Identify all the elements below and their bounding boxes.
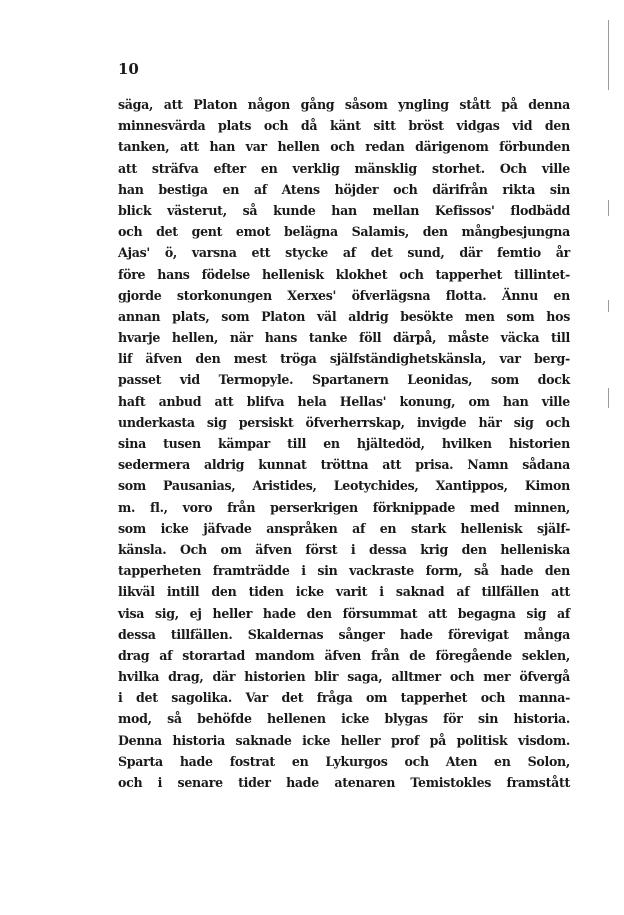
text-line: m. fl., voro från perserkrigen förknippade med minnen, (118, 499, 570, 515)
text-line: och i senare tider hade atenaren Temistokles framstått (118, 775, 570, 790)
text-line: passet vid Termopyle. Spartanern Leonidas, som dock (118, 372, 570, 388)
page-edge-mark (608, 20, 609, 90)
text-line: lif äfven den mest tröga själfständighetskänsla, var berg- (118, 351, 570, 367)
text-line: blick västerut, så kunde han mellan Kefissos' flodbädd (118, 202, 570, 218)
text-line: i det sagolika. Var det fråga om tapperhet och manna- (118, 690, 570, 706)
text-line: Ajas' ö, varsna ett stycke af det sund, där femtio år (118, 245, 570, 261)
text-line: dessa tillfällen. Skaldernas sånger hade förevigat många (118, 626, 570, 642)
text-line: hvarje hellen, när hans tanke föll därpå, måste väcka till (118, 330, 570, 346)
text-line: mod, så behöfde hellenen icke blygas för sin historia. (118, 711, 570, 727)
text-line: tanken, att han var hellen och redan därigenom förbunden (118, 139, 570, 155)
page-edge-mark (608, 200, 609, 216)
text-line: känsla. Och om äfven först i dessa krig den helleniska (118, 541, 570, 557)
text-line: som Pausanias, Aristides, Leotychides, Xantippos, Kimon (118, 478, 570, 494)
page-number: 10 (118, 60, 139, 78)
text-line: säga, att Platon någon gång såsom yngling stått på denna (118, 97, 570, 112)
text-line: underkasta sig persiskt öfverherrskap, invigde här sig och (118, 414, 570, 430)
text-line: sina tusen kämpar till en hjältedöd, hvilken historien (118, 436, 570, 451)
text-line: före hans födelse hellenisk klokhet och tapperhet tillintet- (118, 266, 570, 282)
text-line: Denna historia saknade icke heller prof på politisk visdom. (118, 732, 570, 748)
text-line: Sparta hade fostrat en Lykurgos och Aten en Solon, (118, 753, 570, 769)
text-line: som icke jäfvade anspråken af en stark hellenisk själf- (118, 520, 570, 536)
text-line: likväl intill den tiden icke varit i saknad af tillfällen att (118, 584, 570, 600)
page-edge-mark (608, 388, 609, 408)
body-text (118, 94, 570, 793)
text-line: gjorde storkonungen Xerxes' öfverlägsna flotta. Ännu en (118, 287, 570, 303)
text-line: han bestiga en af Atens höjder och därifrån rikta sin (118, 181, 570, 197)
text-line: visa sig, ej heller hade den försummat att begagna sig af (118, 605, 570, 621)
text-line: haft anbud att blifva hela Hellas' konung, om han ville (118, 393, 570, 409)
text-line: tapperheten framträdde i sin vackraste form, så hade den (118, 563, 570, 579)
text-line: hvilka drag, där historien blir saga, alltmer och mer öfvergå (118, 669, 570, 685)
text-line: och det gent emot belägna Salamis, den mångbesjungna (118, 224, 570, 240)
text-line: sedermera aldrig kunnat tröttna att prisa. Namn sådana (118, 457, 570, 473)
text-line: annan plats, som Platon väl aldrig besökte men som hos (118, 308, 570, 324)
text-line: drag af storartad mandom äfven från de föregående seklen, (118, 647, 570, 663)
text-line: att sträfva efter en verklig mänsklig storhet. Och ville (118, 160, 570, 176)
page-edge-mark (608, 300, 609, 312)
text-line: minnesvärda plats och då känt sitt bröst vidgas vid den (118, 118, 570, 134)
